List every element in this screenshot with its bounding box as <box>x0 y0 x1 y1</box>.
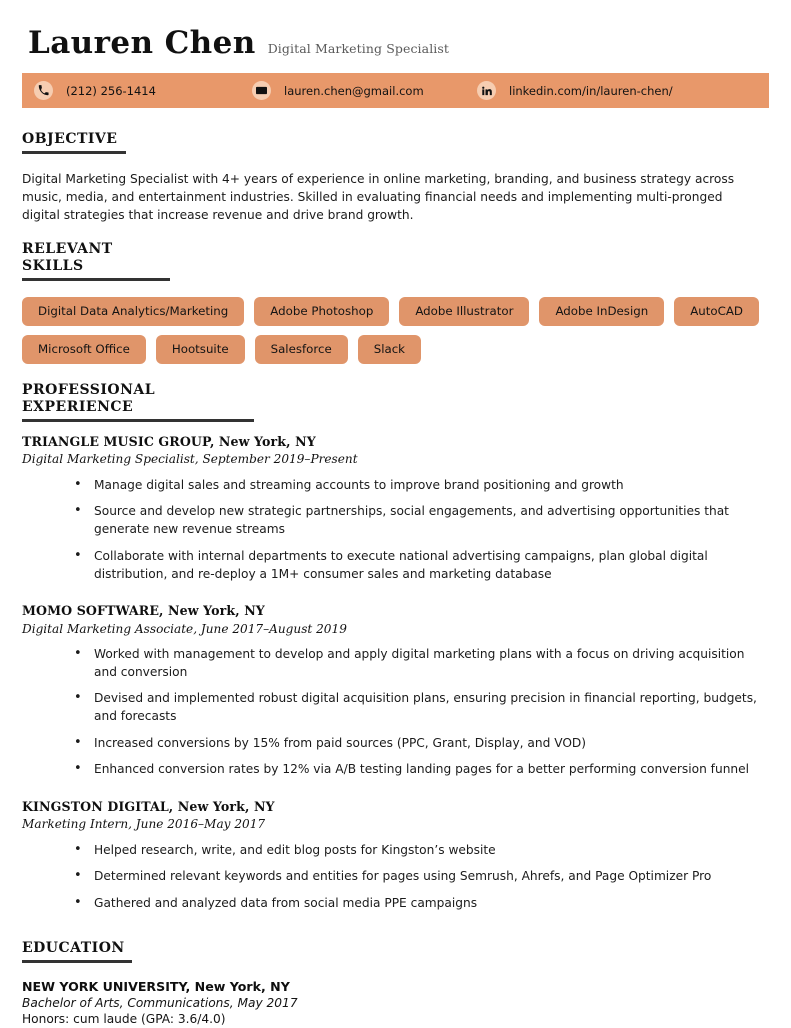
experience-job-list <box>22 434 769 913</box>
skills-pill-row <box>22 297 769 326</box>
skill-pill: AutoCAD <box>674 297 759 326</box>
contact-linkedin[interactable] <box>477 73 757 108</box>
experience-job <box>22 603 769 779</box>
job-bullet: • Worked with management to develop and apply digital marketing plans with a focus on driving acquisition and conversion <box>74 646 769 681</box>
linkedin-icon <box>477 81 496 100</box>
job-bullet: • Helped research, write, and edit blog posts for Kingston’s website <box>74 842 769 860</box>
job-bullet-list <box>22 477 769 583</box>
job-bullet: • Enhanced conversion rates by 12% via A/B testing landing pages for a better performing conversion funnel <box>74 761 769 779</box>
job-bullet-list <box>22 842 769 913</box>
objective-heading-rule <box>22 151 126 154</box>
skills-heading-line2: SKILLS <box>22 258 84 275</box>
envelope-icon <box>252 81 271 100</box>
experience-heading-rule <box>22 419 254 422</box>
job-bullet: • Gathered and analyzed data from social media PPE campaigns <box>74 895 769 913</box>
experience-job <box>22 434 769 583</box>
contact-linkedin-text: linkedin.com/in/lauren-chen/ <box>509 83 673 98</box>
skills-heading-line1: RELEVANT <box>22 241 113 258</box>
skills-pill-row <box>22 335 769 364</box>
section-experience <box>0 382 791 913</box>
experience-heading-line1: PROFESSIONAL <box>22 381 156 398</box>
job-bullet: • Collaborate with internal departments to execute national advertising campaigns, plan global digital distribution, and re-deploy a 1M+ consumer sales and marketing database <box>74 548 769 583</box>
contact-phone[interactable] <box>34 73 252 108</box>
contact-email-text: lauren.chen@gmail.com <box>284 83 424 98</box>
job-company: KINGSTON DIGITAL, New York, NY <box>22 799 275 814</box>
objective-text: Digital Marketing Specialist with 4+ years of experience in online marketing, branding, and business strategy across music, media, and entertainment industries. Skilled in evaluating financial needs and implementing multi-pronged digital strategies that increase revenue and drive brand growth. <box>22 172 735 223</box>
candidate-name: Lauren Chen <box>28 25 256 61</box>
skill-pill: Adobe Photoshop <box>254 297 389 326</box>
skill-pill: Adobe Illustrator <box>399 297 529 326</box>
job-bullet: • Source and develop new strategic partnerships, social engagements, and advertising opportunities that generate new revenue streams <box>74 503 769 538</box>
resume-header <box>0 0 791 60</box>
contact-bar <box>22 73 769 108</box>
job-company: TRIANGLE MUSIC GROUP, New York, NY <box>22 434 316 450</box>
objective-heading: OBJECTIVE <box>22 131 118 148</box>
job-bullet: • Manage digital sales and streaming accounts to improve brand positioning and growth <box>74 477 769 495</box>
education-degree: Bachelor of Arts, Communications, May 2017 <box>22 995 298 1010</box>
education-heading-rule <box>22 960 132 963</box>
contact-email[interactable] <box>252 73 477 108</box>
education-honors: Honors: cum laude (GPA: 3.6/4.0) <box>22 1012 226 1027</box>
skills-heading <box>22 241 113 275</box>
skill-pill: Slack <box>358 335 421 364</box>
education-entry <box>22 978 769 1028</box>
job-bullet: • Determined relevant keywords and entities for pages using Semrush, Ahrefs, and Page Optimizer Pro <box>74 868 769 886</box>
phone-icon <box>34 81 53 100</box>
job-company: MOMO SOFTWARE, New York, NY <box>22 603 265 619</box>
job-title-and-dates: Digital Marketing Associate, June 2017–August 2019 <box>22 621 347 636</box>
skills-heading-rule <box>22 278 170 281</box>
skill-pill: Digital Data Analytics/Marketing <box>22 297 244 326</box>
job-title-and-dates: Digital Marketing Specialist, September 2019–Present <box>22 452 358 467</box>
skill-pill: Hootsuite <box>156 335 245 364</box>
education-school: NEW YORK UNIVERSITY, New York, NY <box>22 978 290 994</box>
skills-pill-list <box>22 297 769 363</box>
job-title-and-dates: Marketing Intern, June 2016–May 2017 <box>22 817 266 832</box>
skill-pill: Salesforce <box>255 335 348 364</box>
contact-phone-text: (212) 256-1414 <box>66 83 156 98</box>
skill-pill: Adobe InDesign <box>539 297 664 326</box>
section-objective <box>0 128 791 224</box>
job-bullet-list <box>22 646 769 779</box>
section-education <box>0 937 791 1028</box>
candidate-job-title: Digital Marketing Specialist <box>267 41 450 56</box>
job-bullet: • Devised and implemented robust digital acquisition plans, ensuring precision in financial reporting, budgets, and forecasts <box>74 690 769 725</box>
experience-heading-line2: EXPERIENCE <box>22 399 134 416</box>
experience-job <box>22 799 769 913</box>
experience-heading <box>22 382 155 416</box>
skill-pill: Microsoft Office <box>22 335 146 364</box>
job-bullet: • Increased conversions by 15% from paid sources (PPC, Grant, Display, and VOD) <box>74 735 769 753</box>
section-skills <box>0 241 791 364</box>
education-heading: EDUCATION <box>22 939 125 956</box>
